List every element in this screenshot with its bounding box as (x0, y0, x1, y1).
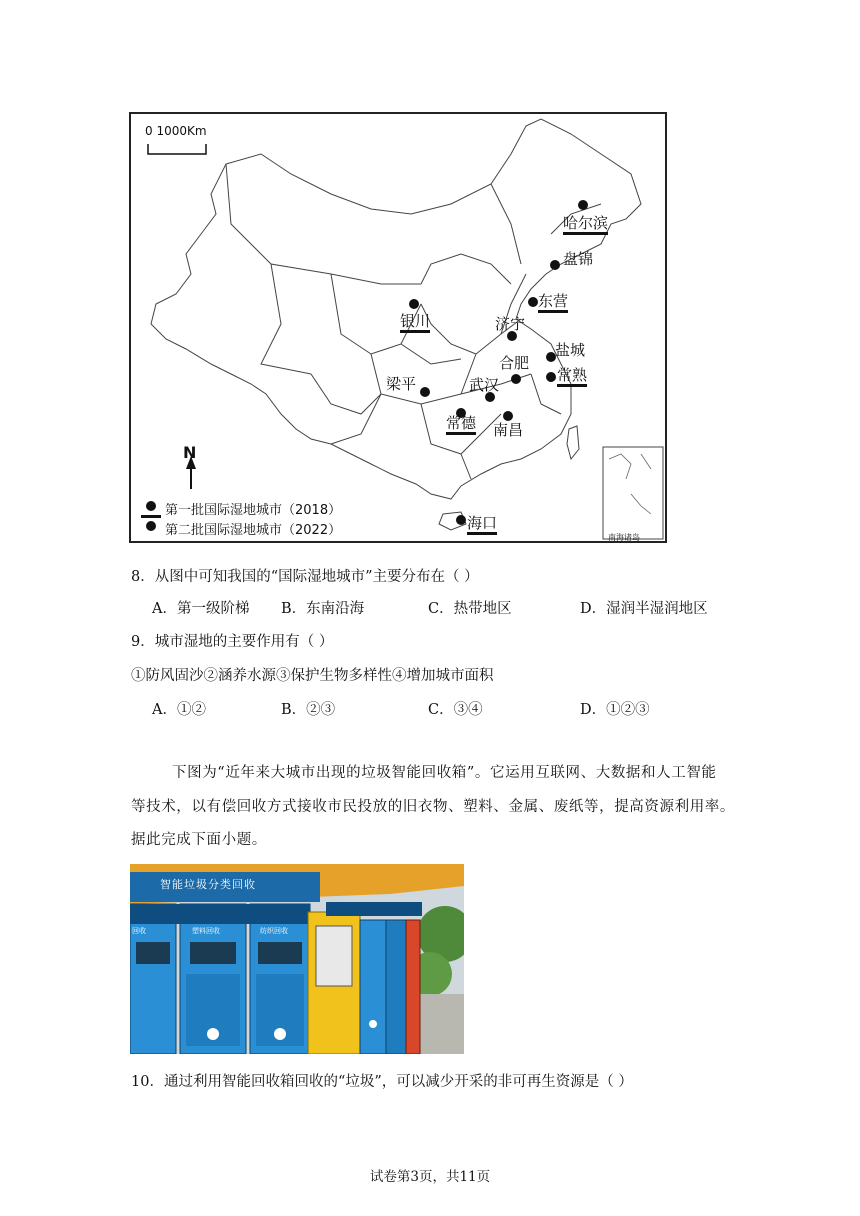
city-label-panjin: 盘锦 (563, 250, 594, 268)
city-label-nanchang: 南昌 (493, 421, 524, 439)
q9-option-b: B．②③ (281, 702, 336, 718)
photo-bin-label-1: 回收 (132, 927, 146, 935)
photo-banner-text: 智能垃圾分类回收 (160, 878, 256, 891)
smart-recycling-bin-photo (130, 864, 464, 1054)
china-outline-map (131, 114, 665, 541)
north-label: N (183, 443, 197, 462)
recycling-bins-illustration (130, 864, 464, 1054)
q9-option-c: C．③④ (428, 702, 483, 718)
legend-first-batch: 第一批国际湿地城市（2018） (165, 503, 342, 518)
page-footer: 试卷第3页，共11页 (369, 1169, 491, 1185)
photo-bin-label-2: 塑料回收 (192, 927, 220, 935)
city-dot-yinchuan (409, 299, 419, 309)
photo-bin-label-3: 纺织回收 (260, 927, 288, 935)
city-label-haerbin: 哈尔滨 (563, 214, 609, 232)
city-label-dongying: 东营 (538, 292, 569, 310)
inset-label: 南海诸岛 (608, 533, 640, 542)
city-dot-haikou (456, 515, 466, 525)
question-9-items: ①防风固沙②涵养水源③保护生物多样性④增加城市面积 (131, 668, 494, 684)
question-10-stem: 10．通过利用智能回收箱回收的“垃圾”，可以减少开采的非可再生资源是（ ） (131, 1074, 633, 1090)
city-label-wuhan: 武汉 (469, 376, 500, 394)
question-8-stem: 8．从图中可知我国的“国际湿地城市”主要分布在（ ） (131, 569, 479, 585)
city-label-hefei: 合肥 (499, 354, 530, 372)
q8-option-b: B．东南沿海 (281, 601, 365, 617)
passage-line-3: 据此完成下面小题。 (131, 832, 267, 848)
city-label-changshu: 常熟 (557, 366, 588, 384)
city-label-changde: 常德 (446, 414, 477, 432)
question-9-stem: 9．城市湿地的主要作用有（ ） (131, 634, 334, 650)
city-label-haikou: 海口 (467, 514, 498, 532)
city-label-jining: 济宁 (495, 315, 526, 333)
q8-option-a: A．第一级阶梯 (152, 601, 250, 617)
city-dot-dongying (528, 297, 538, 307)
scale-label: 0 1000Km (145, 124, 207, 138)
city-label-yancheng: 盐城 (555, 341, 586, 359)
q8-option-d: D．湿润半湿润地区 (580, 601, 708, 617)
q9-option-d: D．①②③ (580, 702, 650, 718)
city-dot-panjin (550, 260, 560, 270)
city-label-yinchuan: 银川 (400, 312, 431, 330)
q8-option-c: C．热带地区 (428, 601, 512, 617)
city-dot-changshu (546, 372, 556, 382)
city-dot-liangping (420, 387, 430, 397)
city-dot-hefei (511, 374, 521, 384)
passage-line-1: 下图为“近年来大城市出现的垃圾智能回收箱”。它运用互联网、大数据和人工智能 (172, 765, 717, 781)
passage-line-2: 等技术，以有偿回收方式接收市民投放的旧衣物、塑料、金属、废纸等，提高资源利用率。 (131, 799, 735, 815)
city-label-liangping: 梁平 (386, 375, 417, 393)
legend-second-batch: 第二批国际湿地城市（2022） (165, 523, 342, 538)
city-dot-haerbin (578, 200, 588, 210)
china-wetland-city-map (129, 112, 667, 543)
q9-option-a: A．①② (152, 702, 206, 718)
